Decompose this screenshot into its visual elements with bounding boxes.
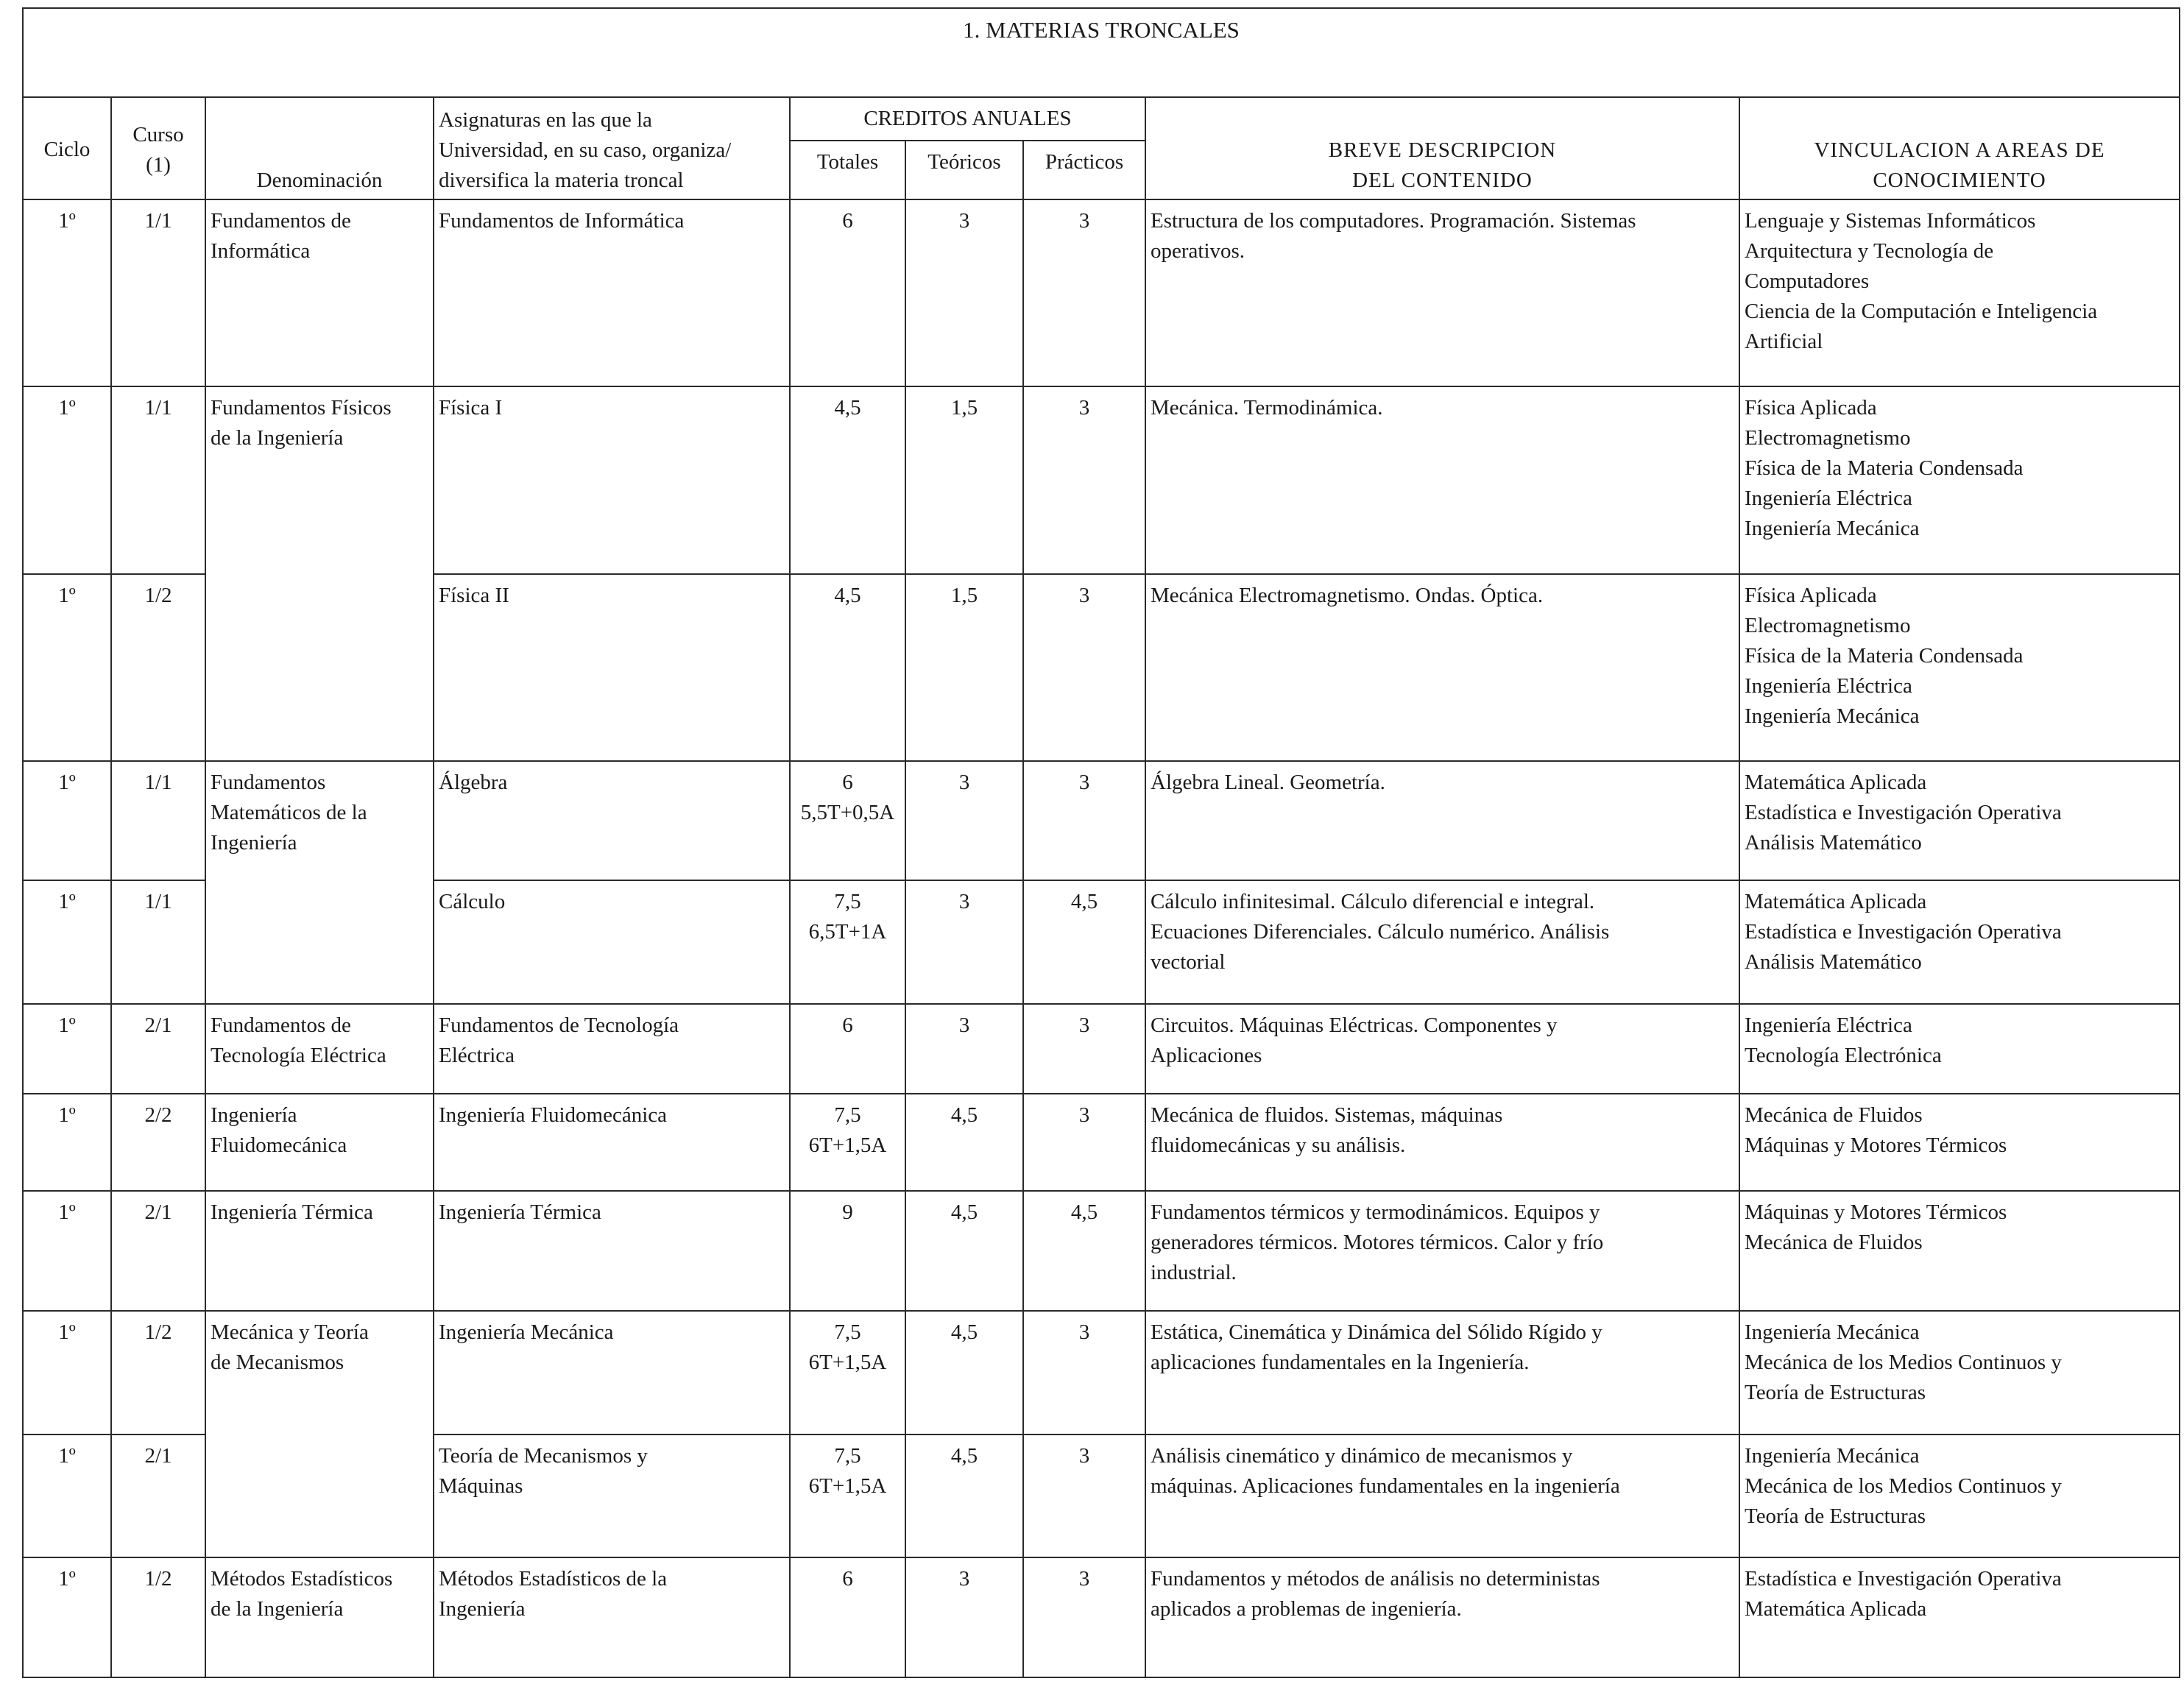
ciclo-cell: 1º bbox=[23, 1191, 111, 1311]
area-line: Ingeniería Mecánica bbox=[1745, 1443, 1920, 1468]
header-descripcion bbox=[1145, 97, 1739, 199]
descripcion-line: Ecuaciones Diferenciales. Cálculo numérico. Análisis bbox=[1151, 920, 1610, 944]
descripcion-cell bbox=[1145, 880, 1739, 1004]
denominacion-line: Fundamentos de bbox=[211, 209, 351, 233]
teoricos-cell: 4,5 bbox=[905, 1094, 1023, 1191]
header-ciclo: Ciclo bbox=[23, 97, 111, 199]
totales-line: 6 bbox=[842, 209, 853, 233]
totales-cell bbox=[790, 1004, 905, 1094]
totales-line: 6 bbox=[842, 1567, 853, 1591]
area-line: Mecánica de los Medios Continuos y bbox=[1745, 1474, 2062, 1498]
practicos-cell: 4,5 bbox=[1023, 880, 1145, 1004]
curso-cell: 1/1 bbox=[111, 386, 205, 573]
denominacion-line: Ingeniería bbox=[211, 1103, 297, 1128]
area-line: Máquinas y Motores Térmicos bbox=[1745, 1133, 2007, 1158]
denominacion-line: de la Ingeniería bbox=[211, 1597, 344, 1621]
descripcion-line: Estructura de los computadores. Programación. Sistemas bbox=[1151, 209, 1636, 233]
area-line: Tecnología Electrónica bbox=[1745, 1044, 1942, 1068]
asignatura-cell bbox=[434, 761, 790, 881]
descripcion-line: Mecánica Electromagnetismo. Ondas. Óptica. bbox=[1151, 583, 1544, 607]
descripcion-line: vectorial bbox=[1151, 950, 1226, 974]
asignatura-cell bbox=[434, 1191, 790, 1311]
area-line: Mecánica de Fluidos bbox=[1745, 1103, 1923, 1128]
area-line: Física de la Materia Condensada bbox=[1745, 456, 2024, 481]
practicos-cell: 3 bbox=[1023, 1435, 1145, 1558]
descripcion-cell bbox=[1145, 1004, 1739, 1094]
header-curso bbox=[111, 97, 205, 199]
descripcion-cell bbox=[1145, 1435, 1739, 1558]
curso-cell: 2/1 bbox=[111, 1435, 205, 1558]
ciclo-cell: 1º bbox=[23, 761, 111, 881]
table-row bbox=[23, 1094, 2180, 1191]
area-line: Teoría de Estructuras bbox=[1745, 1380, 1926, 1404]
teoricos-cell: 3 bbox=[905, 199, 1023, 386]
header-row bbox=[23, 97, 2180, 141]
descripcion-cell bbox=[1145, 1191, 1739, 1311]
area-line: Electromagnetismo bbox=[1745, 613, 1911, 637]
asignatura-line: Física I bbox=[439, 396, 503, 420]
totales-cell bbox=[790, 1191, 905, 1311]
totales-cell bbox=[790, 1557, 905, 1677]
document-page bbox=[22, 7, 2179, 1693]
descripcion-line: operativos. bbox=[1151, 239, 1245, 263]
table-row bbox=[23, 761, 2180, 881]
denominacion-line: Informática bbox=[211, 239, 311, 263]
curso-cell: 1/1 bbox=[111, 199, 205, 386]
header-asignaturas-line: Asignaturas en las que la bbox=[439, 108, 652, 132]
header-descripcion-line: DEL CONTENIDO bbox=[1352, 169, 1533, 193]
curso-cell: 2/1 bbox=[111, 1191, 205, 1311]
denominacion-line: Tecnología Eléctrica bbox=[211, 1044, 386, 1068]
table-row bbox=[23, 1311, 2180, 1435]
descripcion-line: aplicados a problemas de ingeniería. bbox=[1151, 1597, 1462, 1621]
header-curso-line: (1) bbox=[146, 152, 171, 177]
teoricos-cell: 1,5 bbox=[905, 574, 1023, 761]
area-line: Física de la Materia Condensada bbox=[1745, 643, 2024, 668]
curso-cell: 2/2 bbox=[111, 1094, 205, 1191]
teoricos-cell: 4,5 bbox=[905, 1191, 1023, 1311]
table-row bbox=[23, 199, 2180, 386]
descripcion-line: fluidomecánicas y su análisis. bbox=[1151, 1133, 1406, 1158]
descripcion-cell bbox=[1145, 574, 1739, 761]
ciclo-cell: 1º bbox=[23, 386, 111, 573]
totales-line: 6T+1,5A bbox=[808, 1133, 887, 1158]
totales-line: 7,5 bbox=[834, 1103, 861, 1128]
areas-cell bbox=[1739, 1004, 2180, 1094]
totales-line: 6T+1,5A bbox=[808, 1474, 887, 1498]
ciclo-cell: 1º bbox=[23, 1004, 111, 1094]
asignatura-cell bbox=[434, 1557, 790, 1677]
ciclo-cell: 1º bbox=[23, 1311, 111, 1435]
asignatura-line: Fundamentos de Tecnología bbox=[439, 1014, 679, 1038]
descripcion-line: Mecánica. Termodinámica. bbox=[1151, 396, 1383, 420]
asignatura-cell bbox=[434, 1311, 790, 1435]
totales-cell bbox=[790, 574, 905, 761]
denominacion-line: de la Ingeniería bbox=[211, 426, 344, 450]
area-line: Ciencia de la Computación e Inteligencia bbox=[1745, 300, 2098, 324]
title-row bbox=[23, 8, 2180, 97]
descripcion-cell bbox=[1145, 761, 1739, 881]
totales-line: 6,5T+1A bbox=[808, 920, 887, 944]
practicos-cell: 4,5 bbox=[1023, 1191, 1145, 1311]
table-row bbox=[23, 1004, 2180, 1094]
areas-cell bbox=[1739, 1557, 2180, 1677]
denominacion-cell bbox=[205, 1311, 434, 1557]
descripcion-line: Mecánica de fluidos. Sistemas, máquinas bbox=[1151, 1103, 1503, 1128]
header-asignaturas-line: diversifica la materia troncal bbox=[439, 169, 684, 193]
descripcion-line: Cálculo infinitesimal. Cálculo diferencial e integral. bbox=[1151, 890, 1595, 914]
header-vinculacion-line: VINCULACION A AREAS DE bbox=[1814, 138, 2105, 163]
areas-cell bbox=[1739, 880, 2180, 1004]
totales-line: 6T+1,5A bbox=[808, 1350, 887, 1374]
ciclo-cell: 1º bbox=[23, 574, 111, 761]
denominacion-line: Ingeniería bbox=[211, 830, 297, 855]
teoricos-cell: 3 bbox=[905, 1004, 1023, 1094]
header-totales: Totales bbox=[790, 141, 905, 199]
ciclo-cell: 1º bbox=[23, 199, 111, 386]
table-row bbox=[23, 386, 2180, 573]
materias-troncales-table bbox=[22, 7, 2180, 1678]
asignatura-line: Ingeniería bbox=[439, 1597, 526, 1621]
area-line: Ingeniería Mecánica bbox=[1745, 517, 1920, 541]
curso-cell: 2/1 bbox=[111, 1004, 205, 1094]
area-line: Teoría de Estructuras bbox=[1745, 1504, 1926, 1528]
area-line: Matemática Aplicada bbox=[1745, 770, 1927, 794]
teoricos-cell: 4,5 bbox=[905, 1311, 1023, 1435]
totales-line: 7,5 bbox=[834, 1320, 861, 1344]
denominacion-cell bbox=[205, 199, 434, 386]
asignatura-line: Eléctrica bbox=[439, 1044, 515, 1068]
denominacion-cell bbox=[205, 761, 434, 1004]
descripcion-line: Estática, Cinemática y Dinámica del Sólido Rígido y bbox=[1151, 1320, 1602, 1344]
header-vinculacion-line: CONOCIMIENTO bbox=[1873, 169, 2046, 193]
areas-cell bbox=[1739, 1094, 2180, 1191]
areas-cell bbox=[1739, 761, 2180, 881]
totales-cell bbox=[790, 199, 905, 386]
asignatura-line: Cálculo bbox=[439, 890, 506, 914]
area-line: Máquinas y Motores Térmicos bbox=[1745, 1200, 2007, 1225]
denominacion-cell bbox=[205, 386, 434, 760]
ciclo-cell: 1º bbox=[23, 1435, 111, 1558]
area-line: Estadística e Investigación Operativa bbox=[1745, 1567, 2062, 1591]
practicos-cell: 3 bbox=[1023, 1311, 1145, 1435]
asignatura-line: Física II bbox=[439, 583, 509, 607]
area-line: Mecánica de los Medios Continuos y bbox=[1745, 1350, 2062, 1374]
asignatura-cell bbox=[434, 880, 790, 1004]
denominacion-cell bbox=[205, 1004, 434, 1094]
descripcion-line: Circuitos. Máquinas Eléctricas. Componentes y bbox=[1151, 1014, 1558, 1038]
denominacion-line: Métodos Estadísticos bbox=[211, 1567, 393, 1591]
area-line: Arquitectura y Tecnología de bbox=[1745, 239, 1994, 263]
teoricos-cell: 3 bbox=[905, 761, 1023, 881]
descripcion-cell bbox=[1145, 1094, 1739, 1191]
teoricos-cell: 3 bbox=[905, 1557, 1023, 1677]
descripcion-line: Aplicaciones bbox=[1151, 1044, 1262, 1068]
denominacion-line: Fundamentos bbox=[211, 770, 326, 794]
header-curso-line: Curso bbox=[132, 122, 184, 146]
ciclo-cell: 1º bbox=[23, 1557, 111, 1677]
practicos-cell: 3 bbox=[1023, 574, 1145, 761]
table-title: 1. MATERIAS TRONCALES bbox=[23, 8, 2180, 97]
totales-cell bbox=[790, 880, 905, 1004]
practicos-cell: 3 bbox=[1023, 761, 1145, 881]
area-line: Ingeniería Mecánica bbox=[1745, 704, 1920, 728]
area-line: Ingeniería Mecánica bbox=[1745, 1320, 1920, 1344]
header-creditos-anuales: CREDITOS ANUALES bbox=[790, 97, 1145, 141]
areas-cell bbox=[1739, 1435, 2180, 1558]
totales-line: 5,5T+0,5A bbox=[800, 800, 895, 824]
area-line: Matemática Aplicada bbox=[1745, 890, 1927, 914]
area-line: Ingeniería Eléctrica bbox=[1745, 1014, 1912, 1038]
areas-cell bbox=[1739, 199, 2180, 386]
areas-cell bbox=[1739, 574, 2180, 761]
denominacion-line: Fundamentos Físicos bbox=[211, 396, 392, 420]
area-line: Ingeniería Eléctrica bbox=[1745, 673, 1912, 698]
areas-cell bbox=[1739, 1191, 2180, 1311]
area-line: Análisis Matemático bbox=[1745, 950, 1922, 974]
teoricos-cell: 4,5 bbox=[905, 1435, 1023, 1558]
asignatura-cell bbox=[434, 1004, 790, 1094]
area-line: Física Aplicada bbox=[1745, 396, 1877, 420]
descripcion-cell bbox=[1145, 386, 1739, 573]
asignatura-cell bbox=[434, 574, 790, 761]
asignatura-cell bbox=[434, 386, 790, 573]
totales-cell bbox=[790, 1311, 905, 1435]
teoricos-cell: 3 bbox=[905, 880, 1023, 1004]
descripcion-cell bbox=[1145, 1557, 1739, 1677]
totales-line: 6 bbox=[842, 770, 853, 794]
denominacion-line: Mecánica y Teoría bbox=[211, 1320, 369, 1344]
totales-cell bbox=[790, 386, 905, 573]
table-row bbox=[23, 1557, 2180, 1677]
totales-cell bbox=[790, 761, 905, 881]
header-teoricos: Teóricos bbox=[905, 141, 1023, 199]
area-line: Mecánica de Fluidos bbox=[1745, 1231, 1923, 1255]
totales-line: 4,5 bbox=[834, 396, 861, 420]
descripcion-line: industrial. bbox=[1151, 1261, 1237, 1285]
practicos-cell: 3 bbox=[1023, 1004, 1145, 1094]
descripcion-line: máquinas. Aplicaciones fundamentales en la ingeniería bbox=[1151, 1474, 1620, 1498]
area-line: Estadística e Investigación Operativa bbox=[1745, 800, 2062, 824]
asignatura-line: Fundamentos de Informática bbox=[439, 209, 685, 233]
header-vinculacion bbox=[1739, 97, 2180, 199]
totales-line: 7,5 bbox=[834, 890, 861, 914]
descripcion-line: generadores térmicos. Motores térmicos. Calor y frío bbox=[1151, 1231, 1604, 1255]
descripcion-line: Fundamentos térmicos y termodinámicos. Equipos y bbox=[1151, 1200, 1600, 1225]
ciclo-cell: 1º bbox=[23, 880, 111, 1004]
totales-line: 7,5 bbox=[834, 1443, 861, 1468]
practicos-cell: 3 bbox=[1023, 386, 1145, 573]
asignatura-line: Teoría de Mecanismos y bbox=[439, 1443, 648, 1468]
denominacion-line: Matemáticos de la bbox=[211, 800, 367, 824]
curso-cell: 1/2 bbox=[111, 574, 205, 761]
denominacion-line: de Mecanismos bbox=[211, 1350, 344, 1374]
totales-line: 4,5 bbox=[834, 583, 861, 607]
practicos-cell: 3 bbox=[1023, 199, 1145, 386]
areas-cell bbox=[1739, 1311, 2180, 1435]
descripcion-line: Álgebra Lineal. Geometría. bbox=[1151, 770, 1385, 794]
area-line: Lenguaje y Sistemas Informáticos bbox=[1745, 209, 2036, 233]
denominacion-cell bbox=[205, 1191, 434, 1311]
denominacion-cell bbox=[205, 1557, 434, 1677]
asignatura-line: Ingeniería Mecánica bbox=[439, 1320, 614, 1344]
asignatura-cell bbox=[434, 199, 790, 386]
denominacion-line: Fundamentos de bbox=[211, 1014, 351, 1038]
asignatura-line: Ingeniería Fluidomecánica bbox=[439, 1103, 668, 1128]
curso-cell: 1/1 bbox=[111, 880, 205, 1004]
totales-line: 6 bbox=[842, 1014, 853, 1038]
area-line: Ingeniería Eléctrica bbox=[1745, 487, 1912, 511]
area-line: Matemática Aplicada bbox=[1745, 1597, 1927, 1621]
descripcion-line: Fundamentos y métodos de análisis no deterministas bbox=[1151, 1567, 1600, 1591]
totales-line: 9 bbox=[842, 1200, 853, 1225]
asignatura-line: Ingeniería Térmica bbox=[439, 1200, 601, 1225]
descripcion-cell bbox=[1145, 1311, 1739, 1435]
area-line: Computadores bbox=[1745, 269, 1870, 294]
area-line: Artificial bbox=[1745, 330, 1823, 354]
asignatura-line: Álgebra bbox=[439, 770, 508, 794]
totales-cell bbox=[790, 1094, 905, 1191]
teoricos-cell: 1,5 bbox=[905, 386, 1023, 573]
asignatura-cell bbox=[434, 1435, 790, 1558]
ciclo-cell: 1º bbox=[23, 1094, 111, 1191]
header-practicos: Prácticos bbox=[1023, 141, 1145, 199]
table-row bbox=[23, 1191, 2180, 1311]
curso-cell: 1/2 bbox=[111, 1557, 205, 1677]
asignatura-line: Métodos Estadísticos de la bbox=[439, 1567, 668, 1591]
area-line: Física Aplicada bbox=[1745, 583, 1877, 607]
asignatura-line: Máquinas bbox=[439, 1474, 523, 1498]
area-line: Estadística e Investigación Operativa bbox=[1745, 920, 2062, 944]
denominacion-line: Ingeniería Térmica bbox=[211, 1200, 373, 1225]
header-denominacion: Denominación bbox=[205, 97, 434, 199]
practicos-cell: 3 bbox=[1023, 1094, 1145, 1191]
area-line: Análisis Matemático bbox=[1745, 830, 1922, 855]
descripcion-line: Análisis cinemático y dinámico de mecanismos y bbox=[1151, 1443, 1573, 1468]
curso-cell: 1/2 bbox=[111, 1311, 205, 1435]
header-descripcion-line: BREVE DESCRIPCION bbox=[1328, 138, 1557, 163]
areas-cell bbox=[1739, 386, 2180, 573]
area-line: Electromagnetismo bbox=[1745, 426, 1911, 450]
descripcion-cell bbox=[1145, 199, 1739, 386]
descripcion-line: aplicaciones fundamentales en la Ingeniería. bbox=[1151, 1350, 1530, 1374]
practicos-cell: 3 bbox=[1023, 1557, 1145, 1677]
denominacion-line: Fluidomecánica bbox=[211, 1133, 347, 1158]
header-asignaturas bbox=[434, 97, 790, 199]
denominacion-cell bbox=[205, 1094, 434, 1191]
totales-cell bbox=[790, 1435, 905, 1558]
asignatura-cell bbox=[434, 1094, 790, 1191]
curso-cell: 1/1 bbox=[111, 761, 205, 881]
header-asignaturas-line: Universidad, en su caso, organiza/ bbox=[439, 138, 732, 163]
